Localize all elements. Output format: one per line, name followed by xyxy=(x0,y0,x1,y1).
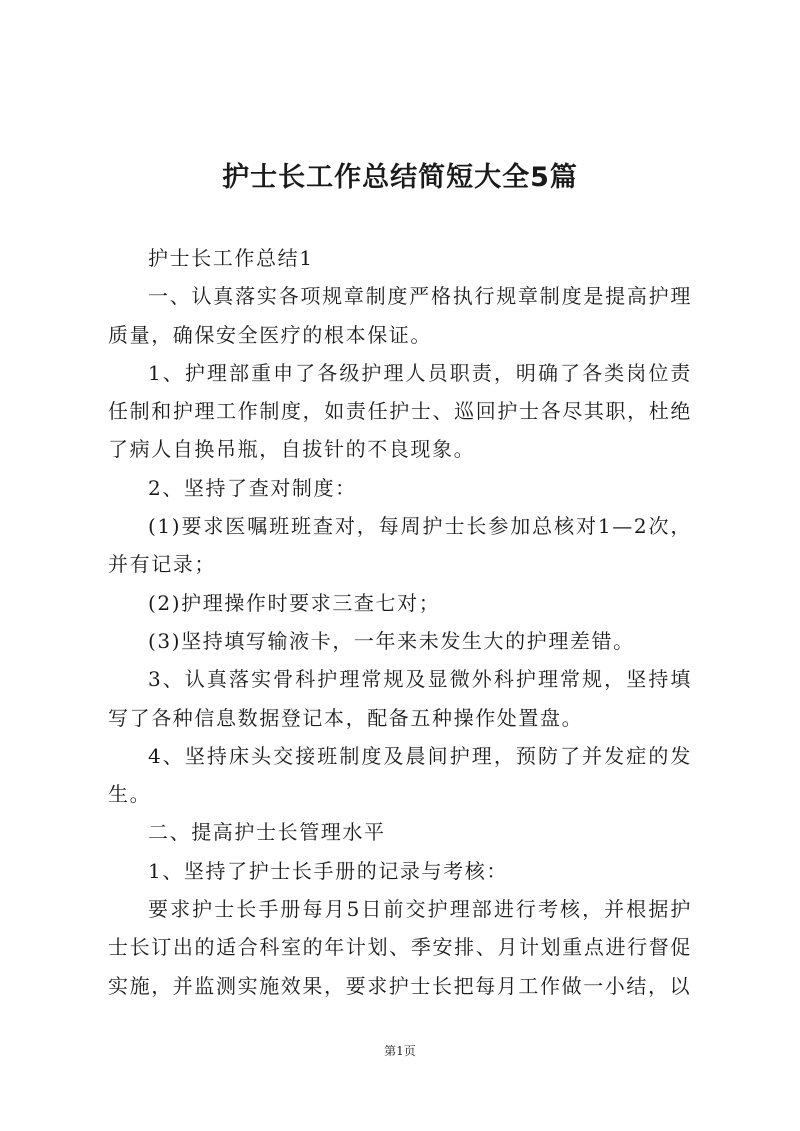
paragraph: 1、坚持了护士长手册的记录与考核： xyxy=(148,858,508,883)
paragraph: 要求护士长手册每月5日前交护理部进行考核，并根据护士长订出的适合科室的年计划、季安排、月计划重点进行督促实施，并监测实施效果，要求护士长把每月工作做一小结，以 xyxy=(108,897,692,998)
paragraph: 一、认真落实各项规章制度严格执行规章制度是提高护理质量，确保安全医疗的根本保证。 xyxy=(108,284,692,347)
paragraph: 4、坚持床头交接班制度及晨间护理，预防了并发症的发生。 xyxy=(108,743,692,807)
paragraph: 1、护理部重申了各级护理人员职责，明确了各类岗位责任制和护理工作制度，如责任护士、巡回护士各尽其职，杜绝了病人自换吊瓶，自拔针的不良现象。 xyxy=(108,360,692,462)
paragraph: 3、认真落实骨科护理常规及显微外科护理常规，坚持填写了各种信息数据登记本，配备五种操作处置盘。 xyxy=(108,667,692,730)
page-number: 第1页 xyxy=(384,1044,416,1058)
document-body xyxy=(108,239,692,1005)
paragraph: (3)坚持填写输液卡，一年来未发生大的护理差错。 xyxy=(148,628,635,653)
paragraph: 2、坚持了查对制度： xyxy=(148,475,357,500)
paragraph-heading: 护士长工作总结1 xyxy=(148,246,314,270)
paragraph: (2)护理操作时要求三查七对； xyxy=(148,590,441,615)
document-title: 护士长工作总结简短大全5篇 xyxy=(222,162,578,193)
paragraph: (1)要求医嘱班班查对，每周护士长参加总核对1—2次，并有记录； xyxy=(108,514,692,577)
paragraph: 二、提高护士长管理水平 xyxy=(148,820,386,845)
